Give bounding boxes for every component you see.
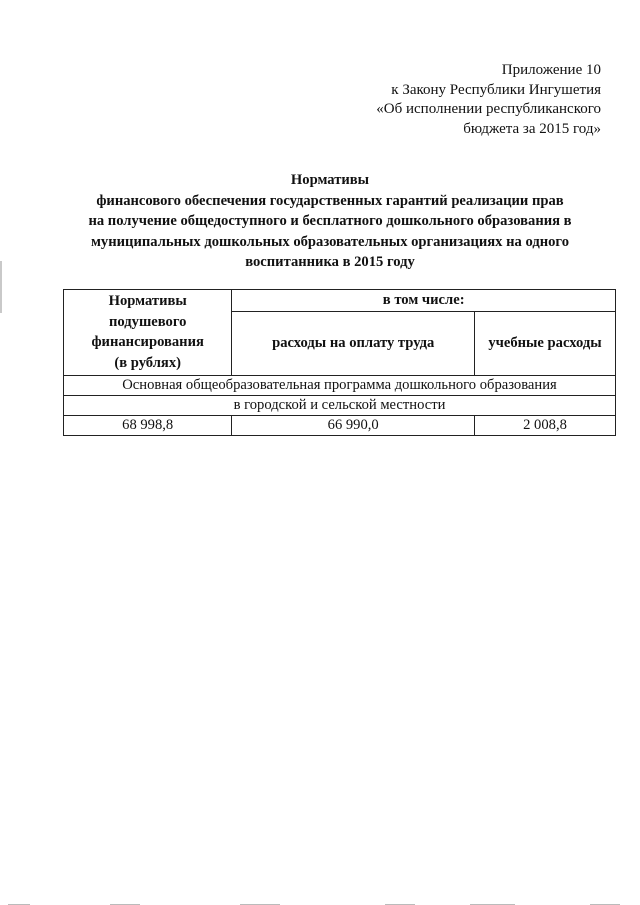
header-including-cell: в том числе: xyxy=(232,290,616,312)
appendix-law: к Закону Республики Ингушетия xyxy=(391,81,601,98)
header-norms-line: финансирования xyxy=(91,334,204,350)
location-cell: в городской и сельской местности xyxy=(64,396,616,416)
header-norms-cell xyxy=(64,290,232,376)
norms-table xyxy=(63,289,616,436)
table-row xyxy=(64,376,616,396)
header-labor-cell: расходы на оплату труда xyxy=(232,311,475,375)
appendix-number: Приложение 10 xyxy=(501,62,601,78)
title-line: Нормативы xyxy=(290,172,370,188)
table-header-row xyxy=(64,290,616,312)
title-line: на получение общедоступного и бесплатного дошкольного образования в xyxy=(88,213,572,230)
table-row xyxy=(64,396,616,416)
appendix-reference xyxy=(376,61,601,139)
title-line: финансового обеспечения государственных гарантий реализации прав xyxy=(96,192,564,209)
table-row xyxy=(64,416,616,436)
appendix-law-title-cont: бюджета за 2015 год» xyxy=(463,120,601,137)
labor-value-cell: 66 990,0 xyxy=(232,416,475,436)
header-norms-line: Нормативы xyxy=(108,293,187,309)
title-line: воспитанника в 2015 году xyxy=(245,254,415,271)
document-title xyxy=(60,170,600,273)
scan-artifact xyxy=(0,261,2,313)
title-line: муниципальных дошкольных образовательных организациях на одного xyxy=(90,233,569,250)
header-norms-line: (в рублях) xyxy=(114,354,181,371)
program-cell: Основная общеобразовательная программа дошкольного образования xyxy=(64,376,616,396)
education-value-cell: 2 008,8 xyxy=(475,416,616,436)
header-education-cell: учебные расходы xyxy=(475,311,616,375)
header-norms-line: подушевого xyxy=(108,313,187,330)
norm-value-cell: 68 998,8 xyxy=(64,416,232,436)
appendix-law-title: «Об исполнении республиканского xyxy=(376,101,601,117)
